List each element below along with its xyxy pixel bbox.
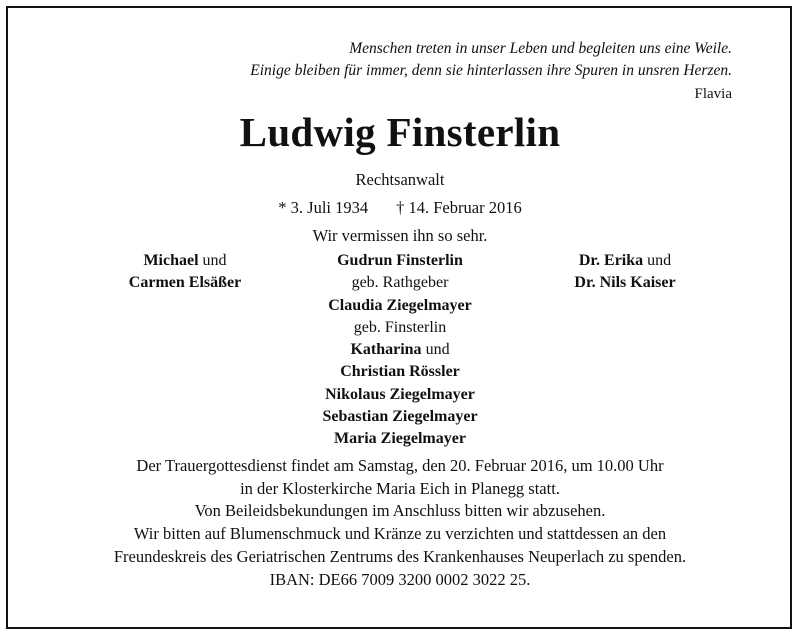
- mourners-left: [80, 250, 290, 295]
- farewell-message: Wir vermissen ihn so sehr.: [312, 226, 488, 245]
- mourner-conjunction: und: [421, 341, 450, 359]
- quote-author: Flavia: [694, 86, 732, 102]
- mourner-name: Sebastian Ziegelmayer: [322, 408, 478, 426]
- mourner-conjunction: und: [198, 252, 227, 269]
- mourner-line: [270, 384, 530, 406]
- mourner-line: [270, 406, 530, 428]
- footer-line: Der Trauergottesdienst findet am Samstag, den 20. Februar 2016, um 10.00 Uhr: [136, 456, 664, 475]
- mourners-center: [270, 250, 530, 451]
- footer-line: Von Beileidsbekundungen im Anschluss bitten wir abzusehen.: [194, 501, 606, 521]
- mourner-line: [270, 250, 530, 272]
- footer-line: Freundeskreis des Geriatrischen Zentrums des Krankenhauses Neuperlach zu spenden.: [113, 546, 687, 566]
- memorial-quote: [132, 38, 732, 82]
- birth-date: * 3. Juli 1934: [278, 198, 369, 217]
- deceased-profession: Rechtsanwalt: [355, 170, 445, 189]
- mourner-conjunction: und: [643, 252, 672, 269]
- mourner-name: Katharina: [350, 341, 422, 359]
- mourner-line: [80, 272, 290, 294]
- mourners-right: [520, 250, 730, 295]
- mourner-name: Dr. Nils Kaiser: [574, 274, 676, 292]
- mourner-name: Christian Rössler: [340, 363, 460, 381]
- mourner-line: [270, 428, 530, 450]
- deceased-name: Ludwig Finsterlin: [239, 109, 561, 155]
- mourner-line: [520, 250, 730, 272]
- mourner-maiden-name: geb. Rathgeber: [351, 274, 449, 292]
- mourner-name: Carmen Elsäßer: [128, 274, 242, 292]
- service-information: [0, 455, 800, 591]
- mourner-line: [80, 250, 290, 272]
- footer-iban: IBAN: DE66 7009 3200 0002 3022 25.: [269, 569, 531, 589]
- mourner-name: Nikolaus Ziegelmayer: [325, 385, 475, 403]
- mourner-line: [270, 295, 530, 317]
- mourner-line: [520, 272, 730, 294]
- mourner-name: Maria Ziegelmayer: [334, 430, 466, 448]
- mourner-maiden-name: geb. Finsterlin: [353, 318, 447, 336]
- mourner-name: Gudrun Finsterlin: [337, 252, 463, 269]
- life-dates: [0, 198, 800, 218]
- footer-line: in der Klosterkirche Maria Eich in Planegg statt.: [240, 478, 560, 498]
- quote-line-1: Menschen treten in unser Leben und begleiten uns eine Weile.: [349, 40, 732, 57]
- mourner-name: Claudia Ziegelmayer: [328, 296, 472, 314]
- mourner-name: Michael: [143, 252, 199, 269]
- death-date: † 14. Februar 2016: [396, 198, 522, 217]
- footer-line: Wir bitten auf Blumenschmuck und Kränze zu verzichten und stattdessen an den: [133, 524, 667, 544]
- mourner-name: Dr. Erika: [578, 252, 644, 269]
- mourner-line: [270, 361, 530, 383]
- mourner-line: [270, 339, 530, 361]
- quote-line-2: Einige bleiben für immer, denn sie hinterlassen ihre Spuren in unsren Herzen.: [250, 62, 732, 79]
